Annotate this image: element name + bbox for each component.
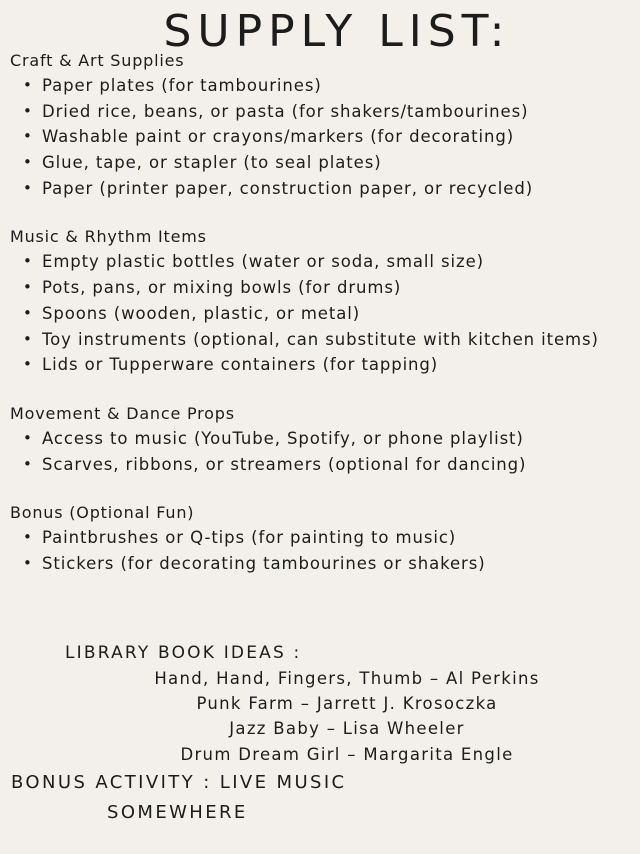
section-heading: Music & Rhythm Items bbox=[10, 227, 207, 247]
list-item-text: Stickers (for decorating tambourines or shakers) bbox=[42, 553, 486, 573]
list-item bbox=[10, 275, 635, 301]
list-item-text: Pots, pans, or mixing bowls (for drums) bbox=[42, 278, 402, 298]
section-movement-dance-props bbox=[10, 402, 635, 477]
supply-sections bbox=[10, 49, 635, 601]
item-list bbox=[10, 249, 635, 377]
list-item-text: Access to music (YouTube, Spotify, or phone playlist) bbox=[42, 428, 524, 448]
section-heading: Craft & Art Supplies bbox=[10, 51, 185, 70]
list-item bbox=[10, 452, 635, 478]
book-entry: Hand, Hand, Fingers, Thumb – Al Perkins bbox=[154, 669, 540, 688]
list-item bbox=[10, 352, 635, 378]
page-title: SUPPLY LIST: bbox=[163, 6, 511, 57]
list-item bbox=[10, 73, 635, 99]
list-item bbox=[10, 99, 635, 125]
list-item bbox=[10, 426, 635, 452]
item-list bbox=[10, 525, 635, 576]
bonus-activity-line-2: SOMEWHERE bbox=[107, 802, 248, 823]
section-bonus-optional-fun bbox=[10, 501, 635, 576]
bullet-icon: • bbox=[23, 454, 33, 473]
list-item-text: Washable paint or crayons/markers (for decorating) bbox=[42, 127, 515, 147]
list-item bbox=[10, 525, 635, 551]
bullet-icon: • bbox=[23, 355, 33, 374]
bullet-icon: • bbox=[23, 76, 33, 94]
list-item bbox=[10, 327, 635, 353]
bullet-icon: • bbox=[23, 153, 33, 172]
item-list bbox=[10, 73, 635, 201]
bullet-icon: • bbox=[23, 252, 33, 271]
bullet-icon: • bbox=[23, 127, 33, 146]
list-item bbox=[10, 301, 635, 327]
bullet-icon: • bbox=[23, 553, 33, 572]
book-entry: Punk Farm – Jarrett J. Krosoczka bbox=[196, 694, 498, 713]
book-entry: Jazz Baby – Lisa Wheeler bbox=[229, 719, 465, 738]
bullet-icon: • bbox=[23, 303, 33, 322]
bullet-icon: • bbox=[23, 528, 33, 547]
library-heading: LIBRARY BOOK IDEAS : bbox=[65, 643, 302, 663]
section-music-rhythm-items bbox=[10, 225, 635, 377]
section-heading: Movement & Dance Props bbox=[10, 403, 235, 423]
list-item-text: Glue, tape, or stapler (to seal plates) bbox=[42, 153, 382, 173]
bonus-activity bbox=[11, 768, 431, 828]
list-item-text: Paper (printer paper, construction paper, or recycled) bbox=[42, 178, 534, 198]
bonus-activity-line-1: BONUS ACTIVITY : LIVE MUSIC bbox=[11, 772, 347, 793]
list-item-text: Scarves, ribbons, or streamers (optional for dancing) bbox=[42, 454, 527, 474]
section-heading: Bonus (Optional Fun) bbox=[10, 503, 195, 523]
list-item-text: Paper plates (for tambourines) bbox=[42, 76, 322, 95]
list-item-text: Toy instruments (optional, can substitute with kitchen items) bbox=[42, 329, 599, 349]
bullet-icon: • bbox=[23, 101, 33, 120]
list-item bbox=[10, 176, 635, 202]
bullet-icon: • bbox=[23, 178, 33, 197]
section-craft-art-supplies bbox=[10, 49, 635, 201]
list-item bbox=[10, 551, 635, 577]
book-entry: Drum Dream Girl – Margarita Engle bbox=[180, 745, 514, 764]
list-item bbox=[10, 249, 635, 275]
list-item bbox=[10, 150, 635, 176]
list-item-text: Dried rice, beans, or pasta (for shakers/tambourines) bbox=[42, 101, 529, 121]
bullet-icon: • bbox=[23, 428, 33, 447]
bullet-icon: • bbox=[23, 329, 33, 348]
list-item bbox=[10, 124, 635, 150]
list-item-text: Paintbrushes or Q-tips (for painting to music) bbox=[42, 528, 457, 548]
list-item-text: Empty plastic bottles (water or soda, small size) bbox=[42, 252, 484, 272]
list-item-text: Lids or Tupperware containers (for tapping) bbox=[42, 355, 439, 375]
list-item-text: Spoons (wooden, plastic, or metal) bbox=[42, 303, 361, 323]
item-list bbox=[10, 426, 635, 477]
bullet-icon: • bbox=[23, 278, 33, 297]
